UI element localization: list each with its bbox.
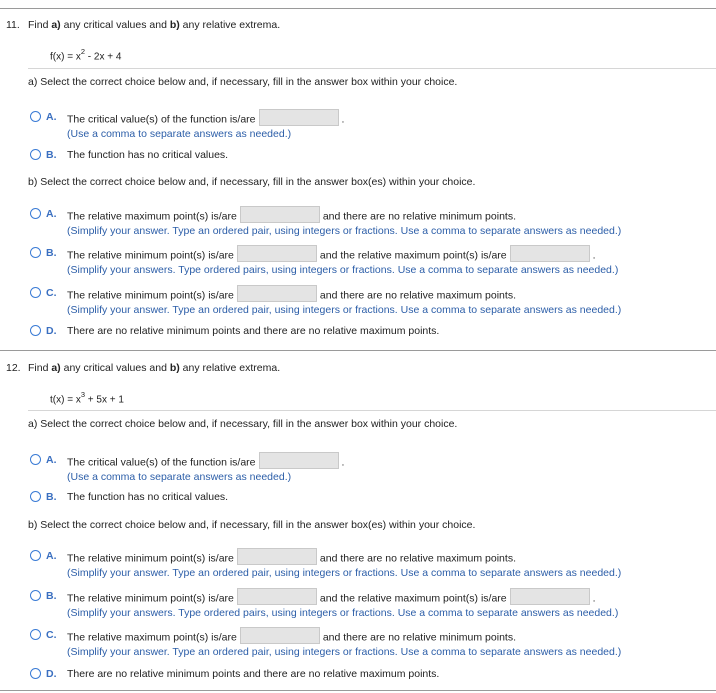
radio-button[interactable]	[30, 454, 41, 465]
radio-button[interactable]	[30, 668, 41, 679]
answer-box[interactable]	[237, 285, 317, 302]
choice-11a-A[interactable]: A. The critical value(s) of the function is/are . (Use a comma to separate answers as needed.)	[28, 111, 716, 147]
hint-text: (Simplify your answer. Type an ordered pair, using integers or fractions. Use a comma to separate answers as needed.)	[67, 304, 622, 316]
choice-11a-B[interactable]: B. The function has no critical values.	[28, 149, 716, 167]
radio-button[interactable]	[30, 111, 41, 122]
function-11: $f(x) = x^2 - 2x + 4$	[50, 47, 122, 63]
problem-divider	[0, 350, 716, 351]
radio-button[interactable]	[30, 287, 41, 298]
choice-12b-D[interactable]: D. There are no relative minimum points and there are no relative maximum points.	[28, 668, 716, 686]
hint-text: (Use a comma to separate answers as needed.)	[67, 471, 292, 483]
choice-12b-A[interactable]: A. The relative minimum point(s) is/are and there are no relative maximum points. (Simplify your answer. Type an ordered pair, using integers or fractions. Use a comma to separate answers as needed.)	[28, 550, 716, 586]
answer-box[interactable]	[237, 548, 317, 565]
problem-divider	[0, 690, 716, 691]
radio-button[interactable]	[30, 491, 41, 502]
answer-box[interactable]	[510, 245, 590, 262]
choice-12b-C[interactable]: C. The relative maximum point(s) is/are and there are no relative minimum points. (Simplify your answer. Type an ordered pair, using integers or fractions. Use a comma to separate answers as needed.)	[28, 629, 716, 665]
part-b-prompt-12: b) Select the correct choice below and, if necessary, fill in the answer box(es) within your choice.	[28, 519, 476, 531]
hint-text: (Use a comma to separate answers as needed.)	[67, 128, 292, 140]
answer-box[interactable]	[510, 588, 590, 605]
part-a-prompt-11: a) Select the correct choice below and, if necessary, fill in the answer box within your choice.	[28, 76, 458, 88]
radio-button[interactable]	[30, 550, 41, 561]
choice-11b-B[interactable]: B. The relative minimum point(s) is/are and the relative maximum point(s) is/are . (Simplify your answers. Type ordered pairs, using integers or fractions. Use a comma to separate answers as needed.)	[28, 247, 716, 283]
choice-11b-D[interactable]: D. There are no relative minimum points and there are no relative maximum points.	[28, 325, 716, 343]
question-12: 12. Find a) any critical values and b) any relative extrema.	[6, 362, 281, 374]
radio-button[interactable]	[30, 247, 41, 258]
answer-box[interactable]	[237, 588, 317, 605]
answer-box[interactable]	[240, 206, 320, 223]
part-a-prompt-12: a) Select the correct choice below and, if necessary, fill in the answer box within your choice.	[28, 418, 458, 430]
hint-text: (Simplify your answer. Type an ordered pair, using integers or fractions. Use a comma to separate answers as needed.)	[67, 567, 622, 579]
hint-text: (Simplify your answers. Type ordered pairs, using integers or fractions. Use a comma to separate answers as needed.)	[67, 607, 619, 619]
answer-box[interactable]	[259, 109, 339, 126]
choice-12a-B[interactable]: B. The function has no critical values.	[28, 491, 716, 509]
radio-button[interactable]	[30, 208, 41, 219]
problem-divider	[0, 8, 716, 9]
divider	[28, 68, 716, 69]
radio-button[interactable]	[30, 629, 41, 640]
part-b-prompt-11: b) Select the correct choice below and, if necessary, fill in the answer box(es) within your choice.	[28, 176, 476, 188]
choice-11b-C[interactable]: C. The relative minimum point(s) is/are and there are no relative maximum points. (Simplify your answer. Type an ordered pair, using integers or fractions. Use a comma to separate answers as needed.)	[28, 287, 716, 323]
choice-11b-A[interactable]: A. The relative maximum point(s) is/are and there are no relative minimum points. (Simplify your answer. Type an ordered pair, using integers or fractions. Use a comma to separate answers as needed.)	[28, 208, 716, 244]
answer-box[interactable]	[240, 627, 320, 644]
function-12: $t(x) = x^3 + 5x + 1$	[50, 390, 124, 406]
radio-button[interactable]	[30, 325, 41, 336]
hint-text: (Simplify your answers. Type ordered pairs, using integers or fractions. Use a comma to separate answers as needed.)	[67, 264, 619, 276]
radio-button[interactable]	[30, 590, 41, 601]
hint-text: (Simplify your answer. Type an ordered pair, using integers or fractions. Use a comma to separate answers as needed.)	[67, 646, 622, 658]
divider	[28, 410, 716, 411]
hint-text: (Simplify your answer. Type an ordered pair, using integers or fractions. Use a comma to separate answers as needed.)	[67, 225, 622, 237]
answer-box[interactable]	[237, 245, 317, 262]
answer-box[interactable]	[259, 452, 339, 469]
choice-12a-A[interactable]: A. The critical value(s) of the function is/are . (Use a comma to separate answers as needed.)	[28, 454, 716, 490]
radio-button[interactable]	[30, 149, 41, 160]
choice-12b-B[interactable]: B. The relative minimum point(s) is/are and the relative maximum point(s) is/are . (Simplify your answers. Type ordered pairs, using integers or fractions. Use a comma to separate answers as needed.)	[28, 590, 716, 626]
question-11: 11. Find a) any critical values and b) any relative extrema.	[6, 19, 281, 31]
